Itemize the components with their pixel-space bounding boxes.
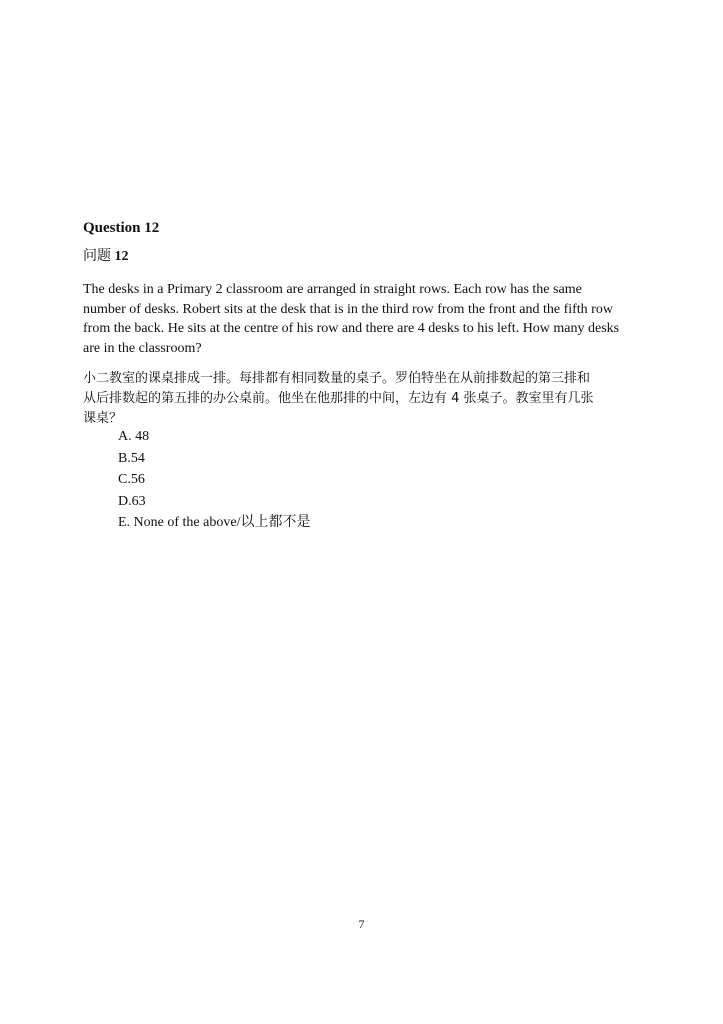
answer-option-a: A. 48 [118,429,150,444]
page-number: 7 [358,917,365,931]
question-title-chinese [83,247,129,267]
question-text-chinese-line: 课桌？ [83,411,123,426]
question-title: Question 12 [83,220,160,236]
question-text-english-line: are in the classroom? [83,340,202,356]
question-text-english-line: number of desks. Robert sits at the desk that is in the third row from the front and the fifth row [83,301,613,317]
question-title-chinese-number: 12 [114,249,129,264]
question-text-english-line: from the back. He sits at the centre of his row and there are 4 desks to his left. How many desks [83,321,620,336]
answer-option-e: E. None of the above/以上都不是 [118,515,311,530]
question-text-chinese [83,369,653,429]
question-title-chinese-prefix: 问题 [83,249,111,264]
question-text-english-line: The desks in a Primary 2 classroom are arranged in straight rows. Each row has the same [83,282,582,297]
answer-option-c: C.56 [118,472,145,487]
question-text-chinese-line: 从后排数起的第五排的办公桌前。他坐在他那排的中间，左边有 4 张桌子。教室里有几张 [83,391,594,406]
question-text-chinese-line: 小二教室的课桌排成一排。每排都有相同数量的桌子。罗伯特坐在从前排数起的第三排和 [83,371,591,386]
question-text-english [83,280,653,358]
answer-options-list [118,426,310,534]
answer-option-b: B.54 [118,450,145,466]
answer-option-d: D.63 [118,493,146,509]
